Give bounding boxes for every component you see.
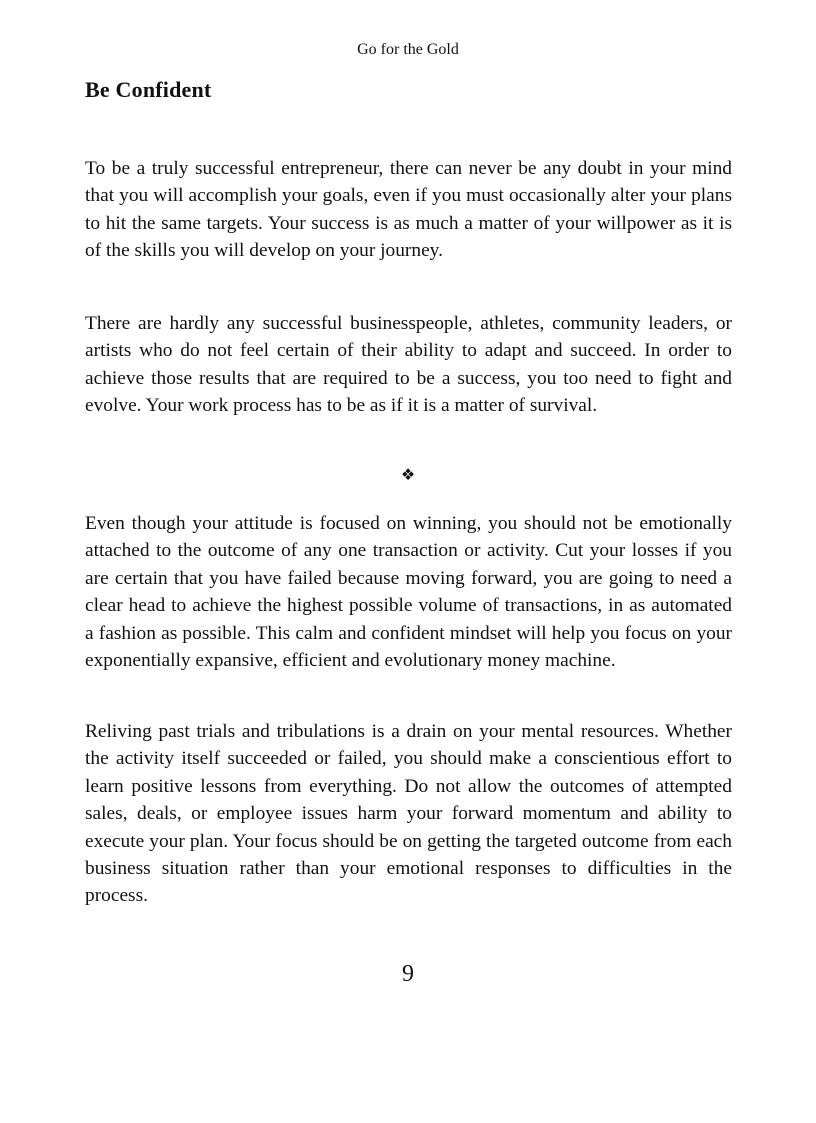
paragraph-1: To be a truly successful entrepreneur, there can never be any doubt in your mind that you will accomplish your goals, even if you must occasionally alter your plans to hit the same targets. Your success is as much a matter of your willpower as it is of the skills you will develop on your journey. [85, 158, 732, 262]
section-break-ornament-icon: ❖ [400, 465, 416, 484]
running-header: Go for the Gold [357, 41, 459, 58]
paragraph-4: Reliving past trials and tribulations is a drain on your mental resources. Whether the activity itself succeeded or failed, you should make a conscientious effort to learn positive lessons from everything. Do not allow the outcomes of attempted sales, deals, or employee issues harm your forward momentum and ability to execute your plan. Your focus should be on getting the targeted outcome from each business situation rather than your emotional responses to difficulties in the process. [85, 721, 732, 907]
paragraph-2: There are hardly any successful businesspeople, athletes, community leaders, or artists who do not feel certain of their ability to adapt and succeed. In order to achieve those results that are required to be a success, you too need to fight and evolve. Your work process has to be as if it is a matter of survival. [85, 313, 732, 417]
section-title: Be Confident [85, 77, 212, 102]
paragraph-3: Even though your attitude is focused on winning, you should not be emotionally attached to the outcome of any one transaction or activity. Cut your losses if you are certain that you have failed because moving forward, you are going to need a clear head to achieve the highest possible volume of transactions, in as automated a fashion as possible. This calm and confident mindset will help you focus on your exponentially expansive, efficient and evolutionary money machine. [85, 513, 732, 672]
page-number: 9 [402, 961, 414, 987]
